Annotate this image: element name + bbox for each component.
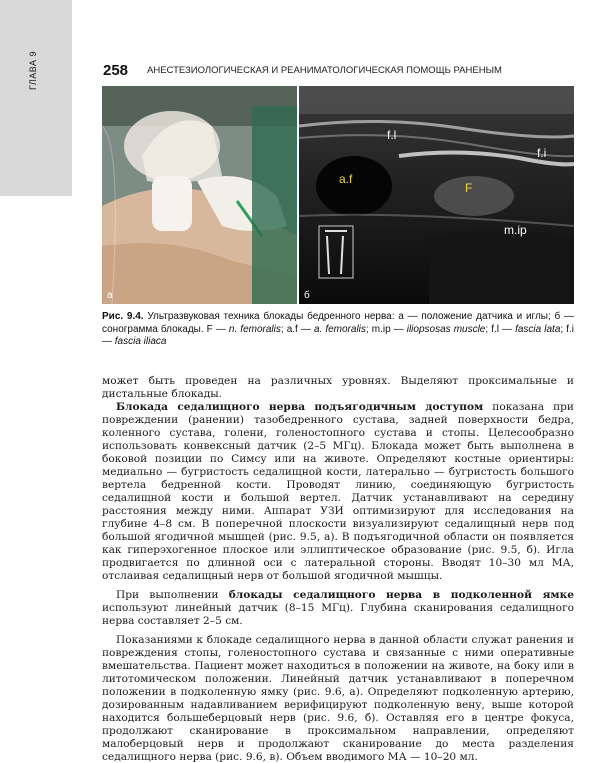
sonogram (299, 86, 574, 304)
page-header (103, 62, 573, 82)
paragraph-text: При выполнении (116, 589, 229, 601)
body-text (102, 375, 574, 763)
paragraph: может быть проведен на различных уровнях. Выделяют проксимальные и дистальные блокады. (102, 375, 574, 400)
paragraph (102, 589, 574, 628)
sonogram-image (299, 86, 574, 304)
photo-illustration (102, 86, 297, 304)
caption-figure-number: Рис. 9.4. (102, 311, 144, 322)
page-number: 258 (103, 62, 129, 79)
chapter-label: ГЛАВА 9 (28, 51, 38, 90)
chapter-side-tab (0, 0, 72, 196)
label-femoral-artery: a.f (339, 172, 353, 186)
paragraph-heading: блокады седалищного нерва в подколенной ямке (228, 589, 574, 601)
running-title: АНЕСТЕЗИОЛОГИЧЕСКАЯ И РЕАНИМАТОЛОГИЧЕСКАЯ ПОМОЩЬ РАНЕНЫМ (147, 65, 502, 76)
caption-italic-term: iliopsosas muscle (406, 323, 486, 335)
label-fascia-iliaca: f.i (537, 146, 547, 160)
paragraph (102, 401, 574, 583)
label-femoral-nerve: F (465, 181, 473, 195)
caption-italic-term: fascia lata (515, 323, 561, 335)
paragraph-text: показана при повреждении (ранении) тазобедренного сустава, задней поверхности бедра, коленного сустава, голени, голеностопного сустава и стопы. Целесообразно использовать конвексный датчик (2–5 МГц). Блокада может быть выполнена в боковой позиции по Симсу или на животе. Определяют костные ориентиры: медиально — бугристость седалищной кости, латерально — бугристость большого вертела бедренной кости. Проводят линию, соединяющую бугристость седалищной кости и большой вертел. Датчик устанавливают на середину расстояния между ними. Аппарат УЗИ оптимизируют для исследования на глубине 4–8 см. В поперечной плоскости визуализируют седалищный нерв под большой ягодичной мышцей (рис. 9.5, а). В подъягодичной области он появляется как гиперэхогенное плоское или эллиптическое образование (рис. 9.5, б). Игла продвигается по длинной оси с латеральной стороны. Вводят 10–30 мл МА, отслаивая седалищный нерв от большой ягодичной мышцы. (102, 401, 574, 582)
caption-italic-term: n. femoralis (228, 323, 281, 335)
panel-b-letter: б (304, 290, 310, 301)
paragraph: Показаниями к блокаде седалищного нерва в данной области служат ранения и повреждения стопы, голеностопного сустава и связанные с ними оперативные вмешательства. Пациент может находиться в положении на животе, на боку или в литотомическом положении. Линейный датчик устанавливают в поперечном положении в подколенную ямку (рис. 9.6, а). Определяют подколенную артерию, дозированным надавливанием верифицируют подколенную вену, выше которой находится большеберцовый нерв (рис. 9.6, б). Оставляя его в центре фокуса, продолжают сканирование в проксимальном направлении, определяют малоберцовый нерв и продолжают сканирование до места разделения седалищного нерва (рис. 9.6, в). Объем вводимого МА — 10–20 мл. (102, 634, 574, 763)
paragraph-heading: Блокада седалищного нерва подъягодичным доступом (116, 401, 484, 413)
label-iliopsoas-muscle: m.ip (504, 223, 527, 237)
label-fascia-lata: f.l (387, 128, 397, 142)
paragraph-text: используют линейный датчик (8–15 МГц). Глубина сканирования седалищного нерва составляет 2–5 см. (102, 602, 574, 627)
figure-9-4 (102, 86, 574, 304)
caption-italic-term: a. femoralis (313, 323, 366, 335)
figure-caption (102, 311, 574, 349)
caption-italic-term: fascia iliaca (114, 336, 167, 347)
caption-text: ; f.l — (485, 323, 516, 335)
caption-text: ; a.f — (280, 323, 314, 335)
panel-a-letter: а (107, 290, 113, 301)
caption-text: Ультразвуковая техника блокады бедренного нерва: а — положение датчика и иглы; б — сонограмма блокады. F — (102, 311, 574, 335)
caption-text: ; m.ip — (365, 323, 407, 335)
caption-text: ; f.i — (102, 323, 575, 347)
photo-probe-position (102, 86, 297, 304)
